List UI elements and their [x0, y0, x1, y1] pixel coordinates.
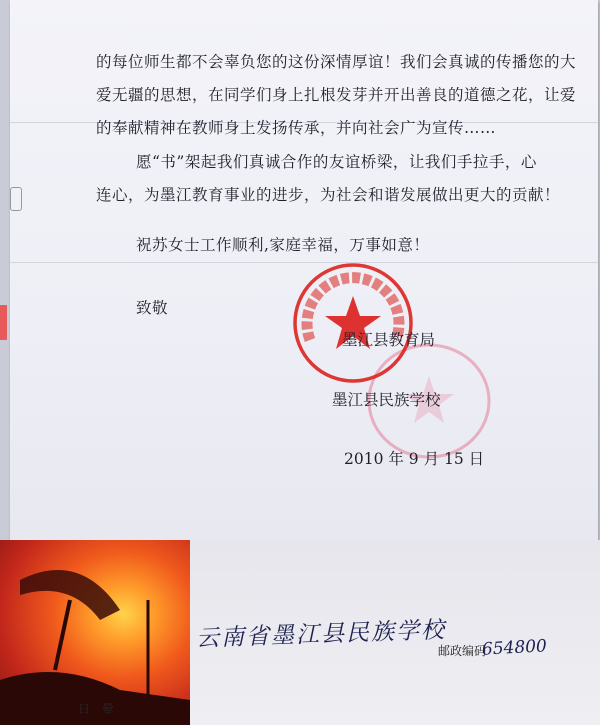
signature-school: 墨江县民族学校	[332, 391, 441, 409]
satellite-dish-silhouette	[0, 540, 190, 725]
recipient-address: 云南省墨江县民族学校	[195, 617, 447, 652]
envelope-sunset-image	[0, 540, 190, 725]
envelope-brand: 日 晕	[78, 702, 118, 716]
postcode-value: 654800	[481, 636, 548, 660]
salutation: 致敬	[136, 299, 169, 317]
letter-line: 爱无疆的思想，在同学们身上扎根发芽并开出善良的道德之花，让爱	[96, 86, 577, 104]
letter-date: 2010 年 9 月 15 日	[344, 450, 485, 468]
letter-line: 连心，为墨江教育事业的进步，为社会和谐发展做出更大的贡献！	[96, 186, 561, 204]
edge-mark	[0, 305, 7, 340]
letter-sheet	[10, 0, 598, 540]
signature-education-bureau: 墨江县教育局	[342, 331, 436, 349]
education-bureau-seal	[292, 262, 414, 384]
letter-line: 的每位师生都不会辜负您的这份深情厚谊！我们会真诚的传播您的大	[96, 53, 577, 71]
letter-line: 的奉献精神在教师身上发扬传承，并向社会广为宣传……	[96, 119, 497, 137]
paper-clip-mark	[10, 187, 22, 211]
envelope	[0, 540, 600, 725]
letter-line: 愿“书”架起我们真诚合作的友谊桥梁，让我们手拉手，心	[136, 153, 537, 171]
postcode-label: 邮政编码	[438, 644, 487, 658]
closing-wish: 祝苏女士工作顺利,家庭幸福，万事如意！	[136, 236, 430, 254]
